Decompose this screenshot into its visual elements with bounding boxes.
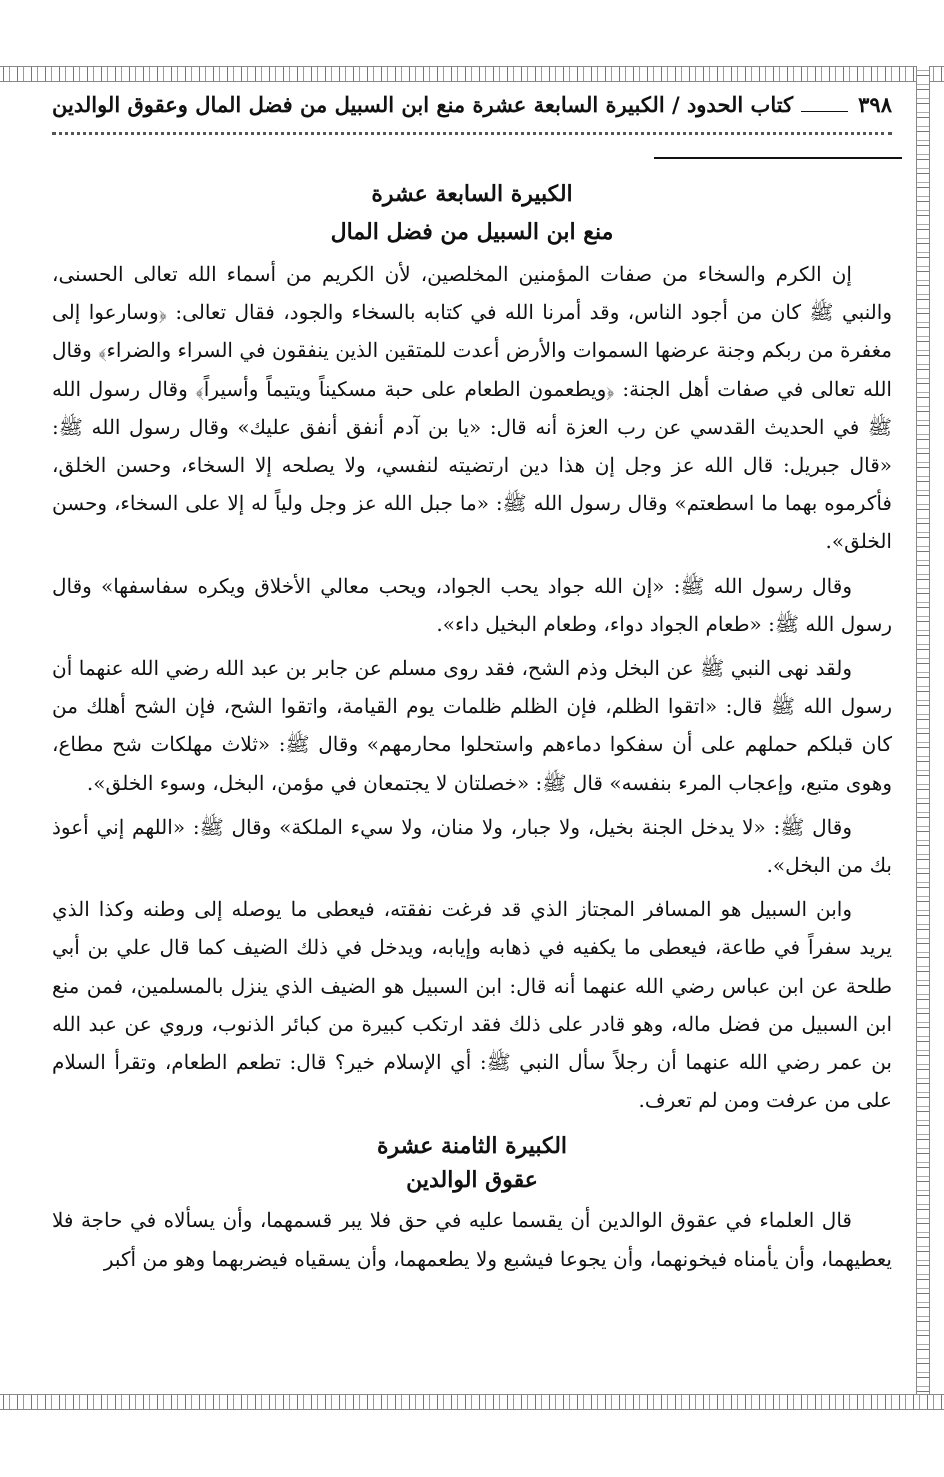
paragraph: ولقد نهى النبي ﷺ عن البخل وذم الشح، فقد روى مسلم عن جابر بن عبد الله رضي الله عنهما أن رسول الله ﷺ قال: «اتقوا الظلم، فإن الظلم ظلمات يوم القيامة، واتقوا الشح، فإن الشح أهلك من كان قبلكم حملهم على أن سفكوا دماءهم واستحلوا محارمهم» وقال ﷺ: «ثلاث مهلكات شح مطاع، وهوى متبع، وإعجاب المرء بنفسه» قال ﷺ: «خصلتان لا يجتمعان في مؤمن، البخل، وسوء الخلق».	[52, 656, 892, 795]
header-dotted-rule	[52, 132, 892, 141]
page-number: ٣٩٨	[858, 92, 892, 117]
paragraph: وقال ﷺ: «لا يدخل الجنة بخيل، ولا جبار، ولا منان، ولا سيء الملكة» وقال ﷺ: «اللهم إني أعوذ بك من البخل».	[52, 814, 892, 878]
chapter-title: الكبيرة الثامنة عشرة	[376, 1133, 568, 1160]
header-dash	[801, 111, 848, 112]
ornamental-border-top	[0, 66, 944, 82]
chapter-subtitle: عقوق الوالدين	[406, 1167, 538, 1194]
page-body	[52, 92, 892, 1278]
separator-line	[654, 157, 902, 159]
chapter-subtitle: منع ابن السبيل من فضل المال	[330, 219, 614, 245]
ornamental-border-side	[916, 66, 930, 1410]
paragraph: وقال رسول الله ﷺ: «إن الله جواد يحب الجواد، ويحب معالي الأخلاق ويكره سفاسفها» وقال رسول الله ﷺ: «طعام الجواد دواء، وطعام البخيل داء».	[52, 573, 892, 636]
paragraph: وابن السبيل هو المسافر المجتاز الذي قد فرغت نفقته، فيعطى ما يوصله إلى وطنه وكذا الذي يريد سفراً في طاعة، فيعطى ما يكفيه في ذهابه وإيابه، ويدخل في ذلك الضيف كما قال علي بن أبي طلحة عن ابن عباس رضي الله عنهما أنه قال: ابن السبيل هو الضيف الذي ينزل بالمسلمين، فمن منع ابن السبيل من فضل ماله، وهو قادر على ذلك فقد ارتكب كبيرة من كبائر الذنوب، وروي عن عبد الله بن عمر رضي الله عنهما أن رجلاً سأل النبي ﷺ: أي الإسلام خير؟ قال: تطعم الطعام، وتقرأ السلام على من عرفت ومن لم تعرف.	[52, 897, 892, 1113]
running-header	[52, 92, 892, 118]
paragraph: قال العلماء في عقوق الوالدين أن يقسما عليه في حق فلا يبر قسمهما، وأن يسألاه في حاجة فلا يعطيهما، وأن يأمناه فيخونهما، وأن يجوعا فيشبع ولا يطعمهما، وأن يسقياه فيضربهما وهو من أكبر	[52, 1208, 892, 1271]
running-title: كتاب الحدود / الكبيرة السابعة عشرة منع ابن السبيل من فضل المال وعقوق الوالدين	[52, 92, 794, 117]
ornamental-border-bottom	[0, 1394, 944, 1410]
paragraph: إن الكرم والسخاء من صفات المؤمنين المخلصين، لأن الكريم من أسماء الله تعالى الحسنى، والنبي ﷺ كان من أجود الناس، وقد أمرنا الله في كتابه بالسخاء والجود، فقال تعالى: ﴿وسارعوا إلى مغفرة من ربكم وجنة عرضها السموات والأرض أعدت للمتقين الذين ينفقون في السراء والضراء﴾ وقال الله تعالى في صفات أهل الجنة: ﴿ويطعمون الطعام على حبة مسكيناً ويتيماً وأسيراً﴾ وقال رسول الله ﷺ في الحديث القدسي عن رب العزة أنه قال: «يا بن آدم أنفق أنفق عليك» وقال رسول الله ﷺ: «قال جبريل: قال الله عز وجل إن هذا دين ارتضيته لنفسي، ولا يصلحه إلا السخاء، وحسن الخلق، فأكرموه بهما ما اسطعتم» وقال رسول الله ﷺ: «ما جبل الله عز وجل ولياً له إلا على السخاء، وحسن الخلق».	[52, 262, 893, 554]
chapter-title: الكبيرة السابعة عشرة	[371, 181, 573, 207]
